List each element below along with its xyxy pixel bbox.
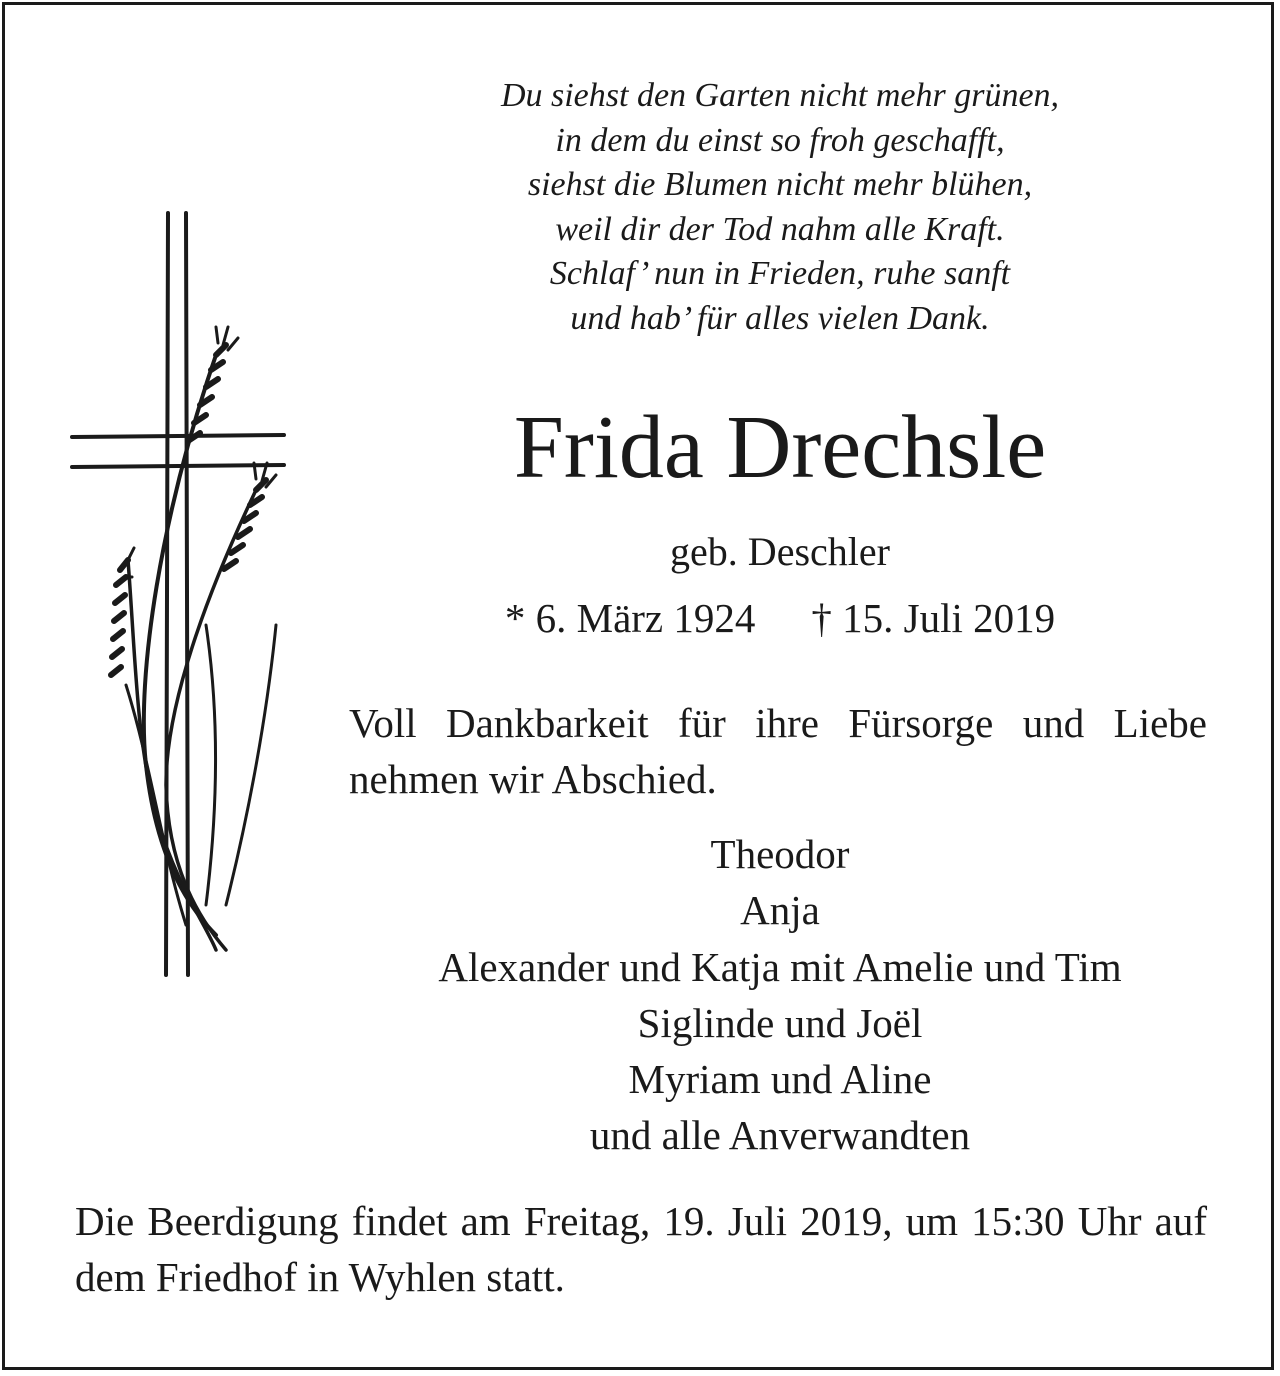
poem-line: und hab’ für alles vielen Dank. (570, 299, 990, 337)
mourner: Anja (740, 887, 820, 934)
mourner: Myriam und Aline (628, 1056, 932, 1103)
mourner: Siglinde und Joël (637, 999, 923, 1046)
cross-with-wheat-icon (66, 205, 296, 985)
mourner: Alexander und Katja mit Amelie und Tim (438, 943, 1122, 990)
poem-line: in dem du einst so froh geschafft, (555, 121, 1005, 159)
life-dates (340, 593, 1220, 643)
deceased-name: Frida Drechsle (513, 398, 1047, 497)
birth-date: * 6. März 1924 (504, 595, 756, 641)
mourner: Theodor (710, 831, 850, 877)
funeral-announcement: Die Beerdigung findet am Freitag, 19. Juli 2019, um 15:30 Uhr auf dem Friedhof in Wyhlen statt. (75, 1198, 1207, 1300)
poem-line: weil dir der Tod nahm alle Kraft. (555, 210, 1005, 248)
mourners-list (340, 826, 1220, 1164)
poem-line: siehst die Blumen nicht mehr blühen, (527, 166, 1033, 203)
poem (360, 74, 1200, 341)
mourner: und alle Anverwandten (589, 1112, 971, 1159)
death-date: † 15. Juli 2019 (811, 595, 1056, 641)
maiden-name: geb. Deschler (670, 529, 890, 574)
thanks-text: Voll Dankbarkeit für ihre Fürsorge und Liebe nehmen wir Abschied. (349, 700, 1207, 802)
poem-line: Du siehst den Garten nicht mehr grünen, (500, 77, 1060, 114)
poem-line: Schlaf’ nun in Frieden, ruhe sanft (549, 255, 1011, 292)
